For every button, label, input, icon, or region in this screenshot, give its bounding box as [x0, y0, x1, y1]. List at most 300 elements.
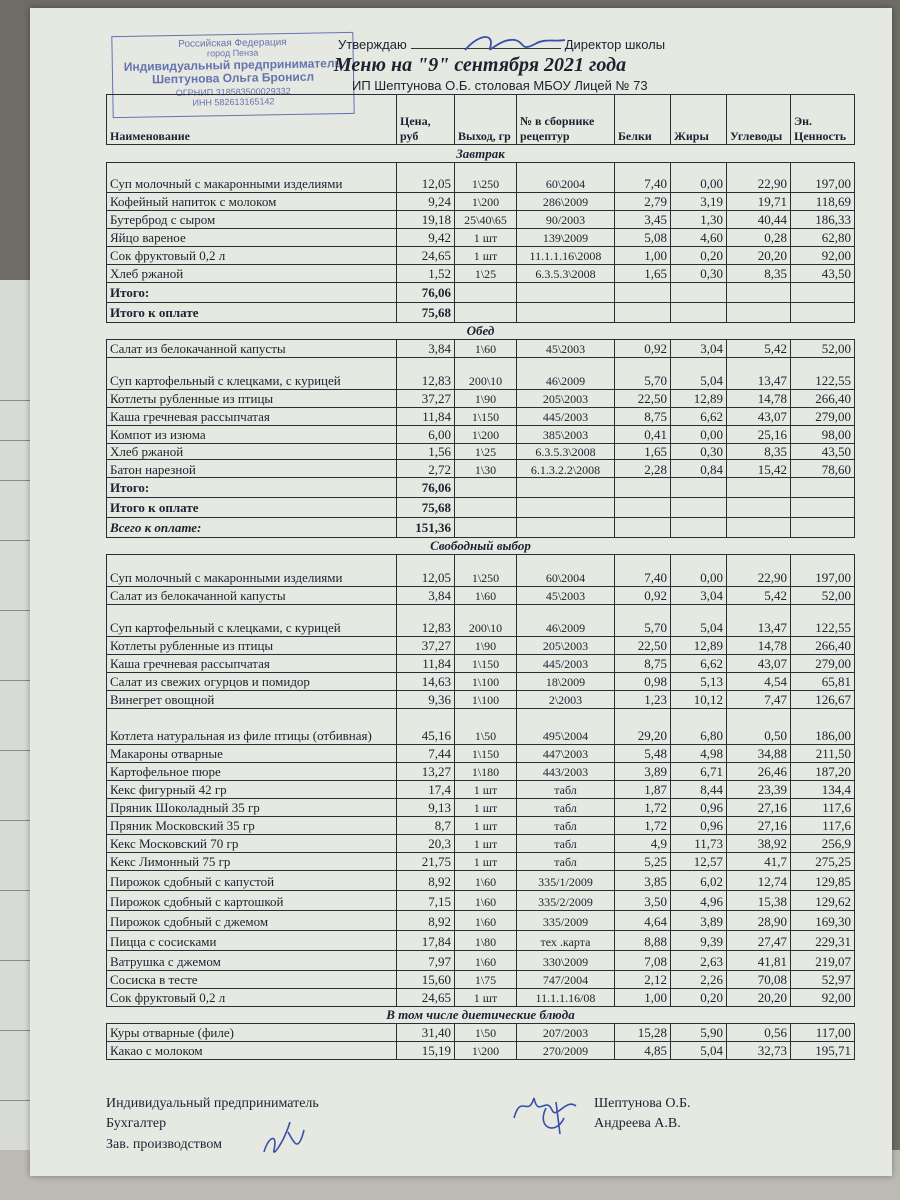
cell-recipe: 46\2009 — [517, 357, 615, 389]
cell-yield: 200\10 — [455, 357, 517, 389]
cell-protein: 5,48 — [615, 744, 671, 762]
cell-recipe: 45\2003 — [517, 586, 615, 604]
cell-protein: 1,65 — [615, 443, 671, 460]
table-row — [107, 425, 855, 443]
cell-name: Суп молочный с макаронными изделиями — [107, 163, 397, 193]
cell-carbs: 15,42 — [727, 460, 791, 478]
cell-fat: 6,80 — [671, 708, 727, 744]
cell-price: 13,27 — [397, 762, 455, 780]
cell-name: Пицца с сосисками — [107, 930, 397, 950]
cell-yield: 1 шт — [455, 780, 517, 798]
empty-cell — [615, 303, 671, 323]
cell-carbs: 41,81 — [727, 950, 791, 970]
cell-carbs: 8,35 — [727, 265, 791, 283]
empty-cell — [671, 283, 727, 303]
table-row — [107, 816, 855, 834]
table-row — [107, 163, 855, 193]
cell-recipe: 445/2003 — [517, 654, 615, 672]
table-row — [107, 690, 855, 708]
cell-recipe: 6.3.5.3\2008 — [517, 265, 615, 283]
cell-price: 12,83 — [397, 604, 455, 636]
empty-cell — [517, 498, 615, 518]
stamp-line: Шептунова Ольга Бронисл — [151, 69, 315, 87]
cell-carbs: 22,90 — [727, 163, 791, 193]
cell-price: 9,42 — [397, 229, 455, 247]
cell-fat: 9,39 — [671, 930, 727, 950]
cell-carbs: 14,78 — [727, 389, 791, 407]
total-row — [107, 498, 855, 518]
cell-energy: 117,00 — [791, 1023, 855, 1041]
cell-carbs: 0,50 — [727, 708, 791, 744]
cell-protein: 7,40 — [615, 163, 671, 193]
total-label: Всего к оплате: — [107, 518, 397, 538]
cell-protein: 1,00 — [615, 247, 671, 265]
cell-recipe: 139\2009 — [517, 229, 615, 247]
cell-yield: 1 шт — [455, 816, 517, 834]
cell-protein: 4,9 — [615, 834, 671, 852]
cell-yield: 1\50 — [455, 1023, 517, 1041]
cell-energy: 169,30 — [791, 910, 855, 930]
cell-recipe: 207/2003 — [517, 1023, 615, 1041]
header-fat: Жиры — [671, 95, 727, 145]
cell-energy: 118,69 — [791, 193, 855, 211]
cell-energy: 279,00 — [791, 654, 855, 672]
cell-carbs: 14,78 — [727, 636, 791, 654]
cell-price: 8,92 — [397, 870, 455, 890]
cell-price: 3,84 — [397, 586, 455, 604]
table-row — [107, 654, 855, 672]
stamp-line: ИНН 582613165142 — [192, 96, 275, 108]
table-row — [107, 950, 855, 970]
cell-carbs: 7,47 — [727, 690, 791, 708]
header-energy: Эн. Ценность — [791, 95, 855, 145]
table-row — [107, 672, 855, 690]
empty-cell — [455, 478, 517, 498]
cell-fat: 6,62 — [671, 654, 727, 672]
cell-carbs: 23,39 — [727, 780, 791, 798]
table-row — [107, 762, 855, 780]
cell-protein: 3,45 — [615, 211, 671, 229]
cell-name: Суп молочный с макаронными изделиями — [107, 554, 397, 586]
stamp-line: Российская Федерация — [178, 37, 287, 50]
cell-protein: 8,75 — [615, 407, 671, 425]
cell-name: Пряник Шоколадный 35 гр — [107, 798, 397, 816]
table-row — [107, 265, 855, 283]
cell-protein: 29,20 — [615, 708, 671, 744]
section-title: Завтрак — [107, 145, 855, 163]
cell-recipe: 747/2004 — [517, 970, 615, 988]
cell-protein: 1,23 — [615, 690, 671, 708]
cell-recipe: 270/2009 — [517, 1041, 615, 1059]
cell-energy: 266,40 — [791, 636, 855, 654]
cell-energy: 98,00 — [791, 425, 855, 443]
cell-recipe: тех .карта — [517, 930, 615, 950]
cell-energy: 275,25 — [791, 852, 855, 870]
page-title: Меню на "9" сентября 2021 года — [333, 54, 627, 76]
table-row — [107, 970, 855, 988]
empty-cell — [517, 518, 615, 538]
cell-carbs: 4,54 — [727, 672, 791, 690]
empty-cell — [455, 498, 517, 518]
cell-recipe: табл — [517, 780, 615, 798]
cell-yield: 1\30 — [455, 460, 517, 478]
cell-recipe: 445/2003 — [517, 407, 615, 425]
cell-yield: 200\10 — [455, 604, 517, 636]
cell-price: 8,7 — [397, 816, 455, 834]
cell-price: 7,15 — [397, 890, 455, 910]
cell-name: Батон нарезной — [107, 460, 397, 478]
cell-protein: 5,08 — [615, 229, 671, 247]
cell-energy: 92,00 — [791, 988, 855, 1006]
cell-fat: 3,04 — [671, 586, 727, 604]
cell-name: Какао с молоком — [107, 1041, 397, 1059]
cell-name: Ватрушка с джемом — [107, 950, 397, 970]
entrepreneur-signature-icon — [506, 1088, 596, 1138]
cell-carbs: 8,35 — [727, 443, 791, 460]
cell-carbs: 70,08 — [727, 970, 791, 988]
cell-fat: 2,63 — [671, 950, 727, 970]
cell-protein: 1,00 — [615, 988, 671, 1006]
table-header — [107, 95, 855, 145]
header-price: Цена, руб — [397, 95, 455, 145]
cell-recipe: 2\2003 — [517, 690, 615, 708]
cell-name: Суп картофельный с клецками, с курицей — [107, 604, 397, 636]
cell-price: 11,84 — [397, 407, 455, 425]
empty-cell — [517, 283, 615, 303]
cell-yield: 1\200 — [455, 425, 517, 443]
cell-recipe: 205\2003 — [517, 389, 615, 407]
cell-fat: 12,89 — [671, 636, 727, 654]
cell-price: 24,65 — [397, 988, 455, 1006]
cell-price: 15,60 — [397, 970, 455, 988]
cell-yield: 1\150 — [455, 744, 517, 762]
header-recipe: № в сборнике рецептур — [517, 95, 615, 145]
cell-price: 20,3 — [397, 834, 455, 852]
header-yield: Выход, гр — [455, 95, 517, 145]
cell-name: Котлеты рубленные из птицы — [107, 389, 397, 407]
cell-recipe: 443/2003 — [517, 762, 615, 780]
cell-protein: 7,40 — [615, 554, 671, 586]
cell-protein: 4,64 — [615, 910, 671, 930]
cell-energy: 279,00 — [791, 407, 855, 425]
cell-yield: 1\60 — [455, 910, 517, 930]
cell-yield: 1\150 — [455, 407, 517, 425]
cell-name: Бутерброд с сыром — [107, 211, 397, 229]
cell-name: Каша гречневая рассыпчатая — [107, 654, 397, 672]
table-row — [107, 604, 855, 636]
cell-energy: 229,31 — [791, 930, 855, 950]
table-row — [107, 357, 855, 389]
cell-yield: 1\150 — [455, 654, 517, 672]
cell-recipe: 6.3.5.3\2008 — [517, 443, 615, 460]
cell-energy: 122,55 — [791, 357, 855, 389]
cell-carbs: 43,07 — [727, 654, 791, 672]
cell-name: Котлеты рубленные из птицы — [107, 636, 397, 654]
cell-name: Пирожок сдобный с капустой — [107, 870, 397, 890]
cell-price: 9,24 — [397, 193, 455, 211]
table-row — [107, 834, 855, 852]
cell-fat: 8,44 — [671, 780, 727, 798]
cell-carbs: 13,47 — [727, 604, 791, 636]
cell-price: 9,13 — [397, 798, 455, 816]
empty-cell — [791, 518, 855, 538]
cell-yield: 1\75 — [455, 970, 517, 988]
cell-price: 21,75 — [397, 852, 455, 870]
cell-yield: 1\60 — [455, 339, 517, 357]
table-row — [107, 708, 855, 744]
cell-recipe: 46\2009 — [517, 604, 615, 636]
cell-energy: 195,71 — [791, 1041, 855, 1059]
cell-fat: 0,20 — [671, 988, 727, 1006]
cell-fat: 5,04 — [671, 357, 727, 389]
empty-cell — [727, 518, 791, 538]
cell-fat: 5,13 — [671, 672, 727, 690]
cell-protein: 1,65 — [615, 265, 671, 283]
cell-price: 19,18 — [397, 211, 455, 229]
section-header-free — [107, 538, 855, 555]
total-value: 76,06 — [397, 283, 455, 303]
cell-energy: 52,00 — [791, 339, 855, 357]
cell-energy: 78,60 — [791, 460, 855, 478]
cell-yield: 1 шт — [455, 247, 517, 265]
cell-carbs: 20,20 — [727, 247, 791, 265]
cell-carbs: 5,42 — [727, 586, 791, 604]
cell-name: Кекс Московский 70 гр — [107, 834, 397, 852]
cell-energy: 219,07 — [791, 950, 855, 970]
cell-protein: 0,92 — [615, 586, 671, 604]
total-label: Итого: — [107, 283, 397, 303]
total-label: Итого: — [107, 478, 397, 498]
table-row — [107, 910, 855, 930]
cell-protein: 5,70 — [615, 604, 671, 636]
footer-roles — [106, 1094, 806, 1155]
background-paper-left — [0, 280, 30, 1160]
empty-cell — [791, 303, 855, 323]
empty-cell — [671, 518, 727, 538]
cell-energy: 186,33 — [791, 211, 855, 229]
cell-fat: 4,96 — [671, 890, 727, 910]
cell-carbs: 0,28 — [727, 229, 791, 247]
cell-fat: 0,30 — [671, 443, 727, 460]
cell-price: 6,00 — [397, 425, 455, 443]
cell-protein: 22,50 — [615, 636, 671, 654]
cell-yield: 1\60 — [455, 950, 517, 970]
cell-yield: 1\200 — [455, 1041, 517, 1059]
empty-cell — [455, 518, 517, 538]
cell-fat: 2,26 — [671, 970, 727, 988]
cell-protein: 0,41 — [615, 425, 671, 443]
table-row — [107, 930, 855, 950]
cell-protein: 2,28 — [615, 460, 671, 478]
cell-name: Хлеб ржаной — [107, 443, 397, 460]
cell-name: Котлета натуральная из филе птицы (отбивная) — [107, 708, 397, 744]
cell-energy: 187,20 — [791, 762, 855, 780]
cell-recipe: 335/2009 — [517, 910, 615, 930]
cell-name: Сок фруктовый 0,2 л — [107, 988, 397, 1006]
cell-recipe: табл — [517, 798, 615, 816]
cell-name: Суп картофельный с клецками, с курицей — [107, 357, 397, 389]
cell-energy: 197,00 — [791, 554, 855, 586]
cell-price: 37,27 — [397, 636, 455, 654]
table-row — [107, 586, 855, 604]
cell-carbs: 27,16 — [727, 816, 791, 834]
cell-protein: 3,50 — [615, 890, 671, 910]
cell-yield: 1\100 — [455, 690, 517, 708]
cell-price: 7,44 — [397, 744, 455, 762]
cell-name: Салат из белокачанной капусты — [107, 339, 397, 357]
cell-price: 37,27 — [397, 389, 455, 407]
total-label: Итого к оплате — [107, 498, 397, 518]
cell-fat: 5,04 — [671, 1041, 727, 1059]
cell-carbs: 13,47 — [727, 357, 791, 389]
table-row — [107, 389, 855, 407]
cell-recipe: табл — [517, 816, 615, 834]
table-row — [107, 443, 855, 460]
cell-energy: 211,50 — [791, 744, 855, 762]
cell-carbs: 5,42 — [727, 339, 791, 357]
cell-price: 3,84 — [397, 339, 455, 357]
header-name: Наименование — [107, 95, 397, 145]
cell-energy: 197,00 — [791, 163, 855, 193]
cell-recipe: 335/2/2009 — [517, 890, 615, 910]
section-header-breakfast — [107, 145, 855, 163]
cell-recipe: 495\2004 — [517, 708, 615, 744]
cell-yield: 1\60 — [455, 586, 517, 604]
empty-cell — [671, 498, 727, 518]
empty-cell — [615, 283, 671, 303]
cell-yield: 1\60 — [455, 870, 517, 890]
table-row — [107, 554, 855, 586]
stamp-line: ОГРНИП 318583500029332 — [175, 86, 291, 99]
cell-name: Сосиска в тесте — [107, 970, 397, 988]
footer-name: Андреева А.В. — [594, 1116, 681, 1132]
table-row — [107, 870, 855, 890]
table-row — [107, 852, 855, 870]
total-value: 75,68 — [397, 303, 455, 323]
empty-cell — [791, 283, 855, 303]
empty-cell — [671, 303, 727, 323]
table-row — [107, 460, 855, 478]
cell-protein: 5,70 — [615, 357, 671, 389]
footer-role: Индивидуальный предприниматель — [106, 1096, 319, 1111]
cell-name: Винегрет овощной — [107, 690, 397, 708]
cell-carbs: 43,07 — [727, 407, 791, 425]
cell-name: Кекс Лимонный 75 гр — [107, 852, 397, 870]
empty-cell — [727, 498, 791, 518]
cell-carbs: 25,16 — [727, 425, 791, 443]
cell-yield: 1 шт — [455, 852, 517, 870]
cell-energy: 134,4 — [791, 780, 855, 798]
cell-fat: 11,73 — [671, 834, 727, 852]
cell-recipe: 385\2003 — [517, 425, 615, 443]
cell-recipe: 45\2003 — [517, 339, 615, 357]
cell-carbs: 32,73 — [727, 1041, 791, 1059]
total-row — [107, 283, 855, 303]
cell-carbs: 26,46 — [727, 762, 791, 780]
cell-fat: 4,60 — [671, 229, 727, 247]
cell-name: Кофейный напиток с молоком — [107, 193, 397, 211]
cell-recipe: 286\2009 — [517, 193, 615, 211]
cell-price: 12,05 — [397, 163, 455, 193]
cell-fat: 0,20 — [671, 247, 727, 265]
cell-yield: 1\25 — [455, 265, 517, 283]
cell-protein: 1,87 — [615, 780, 671, 798]
table-row — [107, 1041, 855, 1059]
cell-fat: 5,04 — [671, 604, 727, 636]
cell-protein: 5,25 — [615, 852, 671, 870]
cell-yield: 1\60 — [455, 890, 517, 910]
cell-recipe: табл — [517, 834, 615, 852]
cell-recipe: 60\2004 — [517, 554, 615, 586]
cell-carbs: 41,7 — [727, 852, 791, 870]
empty-cell — [517, 478, 615, 498]
section-title: Обед — [107, 323, 855, 340]
cell-fat: 0,00 — [671, 425, 727, 443]
total-row — [107, 478, 855, 498]
cell-yield: 1 шт — [455, 229, 517, 247]
cell-fat: 12,89 — [671, 389, 727, 407]
table-row — [107, 744, 855, 762]
header-carbs: Углеводы — [727, 95, 791, 145]
cell-recipe: 6.1.3.2.2\2008 — [517, 460, 615, 478]
cell-recipe: 18\2009 — [517, 672, 615, 690]
cell-protein: 1,72 — [615, 816, 671, 834]
empty-cell — [727, 303, 791, 323]
cell-carbs: 40,44 — [727, 211, 791, 229]
cell-protein: 1,72 — [615, 798, 671, 816]
table-row — [107, 229, 855, 247]
cell-protein: 3,85 — [615, 870, 671, 890]
table-row — [107, 798, 855, 816]
cell-recipe: 330\2009 — [517, 950, 615, 970]
table-row — [107, 211, 855, 229]
empty-cell — [671, 478, 727, 498]
cell-price: 12,05 — [397, 554, 455, 586]
cell-energy: 122,55 — [791, 604, 855, 636]
cell-price: 17,4 — [397, 780, 455, 798]
cell-name: Кекс фигурный 42 гр — [107, 780, 397, 798]
section-title: Свободный выбор — [107, 538, 855, 555]
cell-carbs: 27,47 — [727, 930, 791, 950]
stamp-line: Индивидуальный предприниматель — [123, 55, 343, 74]
section-title: В том числе диетические блюда — [107, 1006, 855, 1023]
footer-name: Шептунова О.Б. — [594, 1096, 691, 1111]
total-label: Итого к оплате — [107, 303, 397, 323]
cell-fat: 3,19 — [671, 193, 727, 211]
table-row — [107, 339, 855, 357]
total-value: 76,06 — [397, 478, 455, 498]
cell-energy: 92,00 — [791, 247, 855, 265]
cell-carbs: 27,16 — [727, 798, 791, 816]
cell-price: 1,52 — [397, 265, 455, 283]
cell-name: Компот из изюма — [107, 425, 397, 443]
cell-name: Макароны отварные — [107, 744, 397, 762]
cell-price: 2,72 — [397, 460, 455, 478]
header-protein: Белки — [615, 95, 671, 145]
cell-name: Пряник Московский 35 гр — [107, 816, 397, 834]
approve-label: Утверждаю — [338, 37, 407, 52]
cell-yield: 1\180 — [455, 762, 517, 780]
cell-fat: 0,84 — [671, 460, 727, 478]
cell-price: 15,19 — [397, 1041, 455, 1059]
cell-energy: 117,6 — [791, 798, 855, 816]
cell-price: 12,83 — [397, 357, 455, 389]
total-value: 151,36 — [397, 518, 455, 538]
cell-name: Сок фруктовый 0,2 л — [107, 247, 397, 265]
cell-name: Салат из свежих огурцов и помидор — [107, 672, 397, 690]
cell-name: Яйцо вареное — [107, 229, 397, 247]
cell-price: 8,92 — [397, 910, 455, 930]
